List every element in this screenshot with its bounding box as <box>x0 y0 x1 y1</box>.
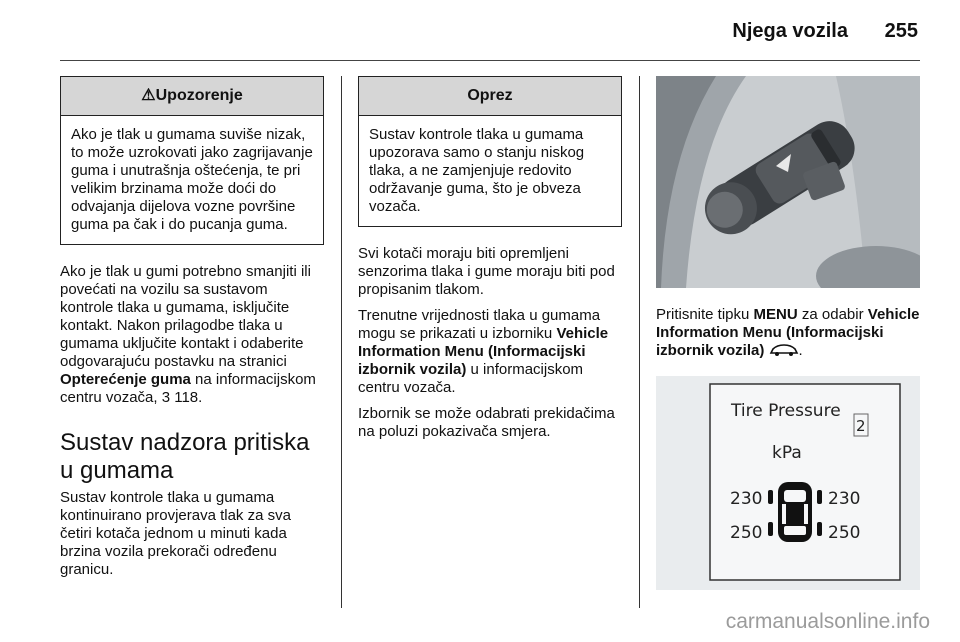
paragraph: Sustav kontrole tlaka u gumama kontinuirano provjerava tlak za sva četiri kotača jednom u minuti kada brzina vozila prekorači određenu granicu. <box>60 489 291 578</box>
rear-left-pressure: 250 <box>730 523 763 543</box>
turn-signal-lever-photo <box>656 76 920 288</box>
car-icon <box>769 343 799 357</box>
column-divider <box>639 76 640 608</box>
paragraph <box>60 263 324 407</box>
paragraph: Svi kotači moraju biti opremljeni senzorima tlaka i gume moraju biti pod propisanim tlakom. <box>358 245 615 298</box>
caution-box <box>358 76 622 227</box>
warning-box-header <box>61 77 323 116</box>
warning-box-title: Upozorenje <box>155 87 243 104</box>
display-unit: kPa <box>772 443 802 463</box>
display-frame <box>656 376 920 590</box>
watermark[interactable]: carmanualsonline.info <box>725 610 930 633</box>
menu-term: Opterećenje guma <box>60 371 191 388</box>
paragraph-text: Trenutne vrijednosti tlaka u gumama mogu se prikazati u izborniku <box>358 307 601 342</box>
warning-box <box>60 76 324 245</box>
front-right-pressure: 230 <box>828 489 861 509</box>
section-heading: Sustav nadzora pritiska u gumama <box>60 429 310 484</box>
page-reference[interactable]: 3 118. <box>161 389 203 406</box>
column-right <box>656 76 920 590</box>
paragraph <box>358 307 622 397</box>
column-left <box>60 76 324 587</box>
page-header <box>0 0 960 62</box>
paragraph-text: za odabir <box>797 306 868 323</box>
column-middle <box>358 76 622 449</box>
paragraph-text: na informacijskom centru vozača, <box>60 371 316 406</box>
menu-term: Vehicle Information Menu (Informacijski izbornik vozila) <box>358 325 609 378</box>
display-page-indicator: 2 <box>856 417 866 435</box>
menu-term: Vehicle Information Menu (Informacijski izbornik vozila) <box>656 306 920 359</box>
paragraph-text: u informacijskom centru vozača. <box>358 361 584 396</box>
lever-illustration <box>656 76 920 288</box>
paragraph: Pritisnite tipku MENU za odabir Vehicle Information Menu (Informacijski izbornik vozila) . <box>656 306 920 359</box>
paragraph-text: Pritisnite tipku <box>656 306 754 323</box>
rear-right-pressure: 250 <box>828 523 861 543</box>
caution-box-body: Sustav kontrole tlaka u gumama upozorava samo o stanju niskog tlaka, a ne zamjenjuje redovito održavanje guma, što je obveza vozača. <box>369 126 585 215</box>
warning-triangle-icon: ⚠ <box>141 87 156 104</box>
tire-pressure-display <box>656 376 920 590</box>
display-title: Tire Pressure <box>731 401 841 421</box>
front-left-pressure: 230 <box>730 489 763 509</box>
menu-button-name: MENU <box>753 306 798 323</box>
paragraph: Izbornik se može odabrati prekidačima na poluzi pokazivača smjera. <box>358 405 615 440</box>
paragraph-text: Ako je tlak u gumi potrebno smanjiti ili povećati na vozilu sa sustavom kontrole tlaka u gumama, isključite kontakt. Nakon prilagodbe tlaka u gumama uključite kontakt i odaberite odgovarajuću postavku na stranici <box>60 263 311 370</box>
warning-box-body: Ako je tlak u gumama suviše nizak, to može uzrokovati jako zagrijavanje guma i unutrašnja oštećenja, te pri velikim brzinama može doći do odvajanja dijelova vozne površine guma pa čak i do pucanja guma. <box>71 126 313 233</box>
page-title: Njega vozila <box>732 20 848 42</box>
column-divider <box>341 76 342 608</box>
page-number: 255 <box>884 20 918 42</box>
caution-box-title: Oprez <box>359 77 621 116</box>
header-divider <box>60 60 920 61</box>
